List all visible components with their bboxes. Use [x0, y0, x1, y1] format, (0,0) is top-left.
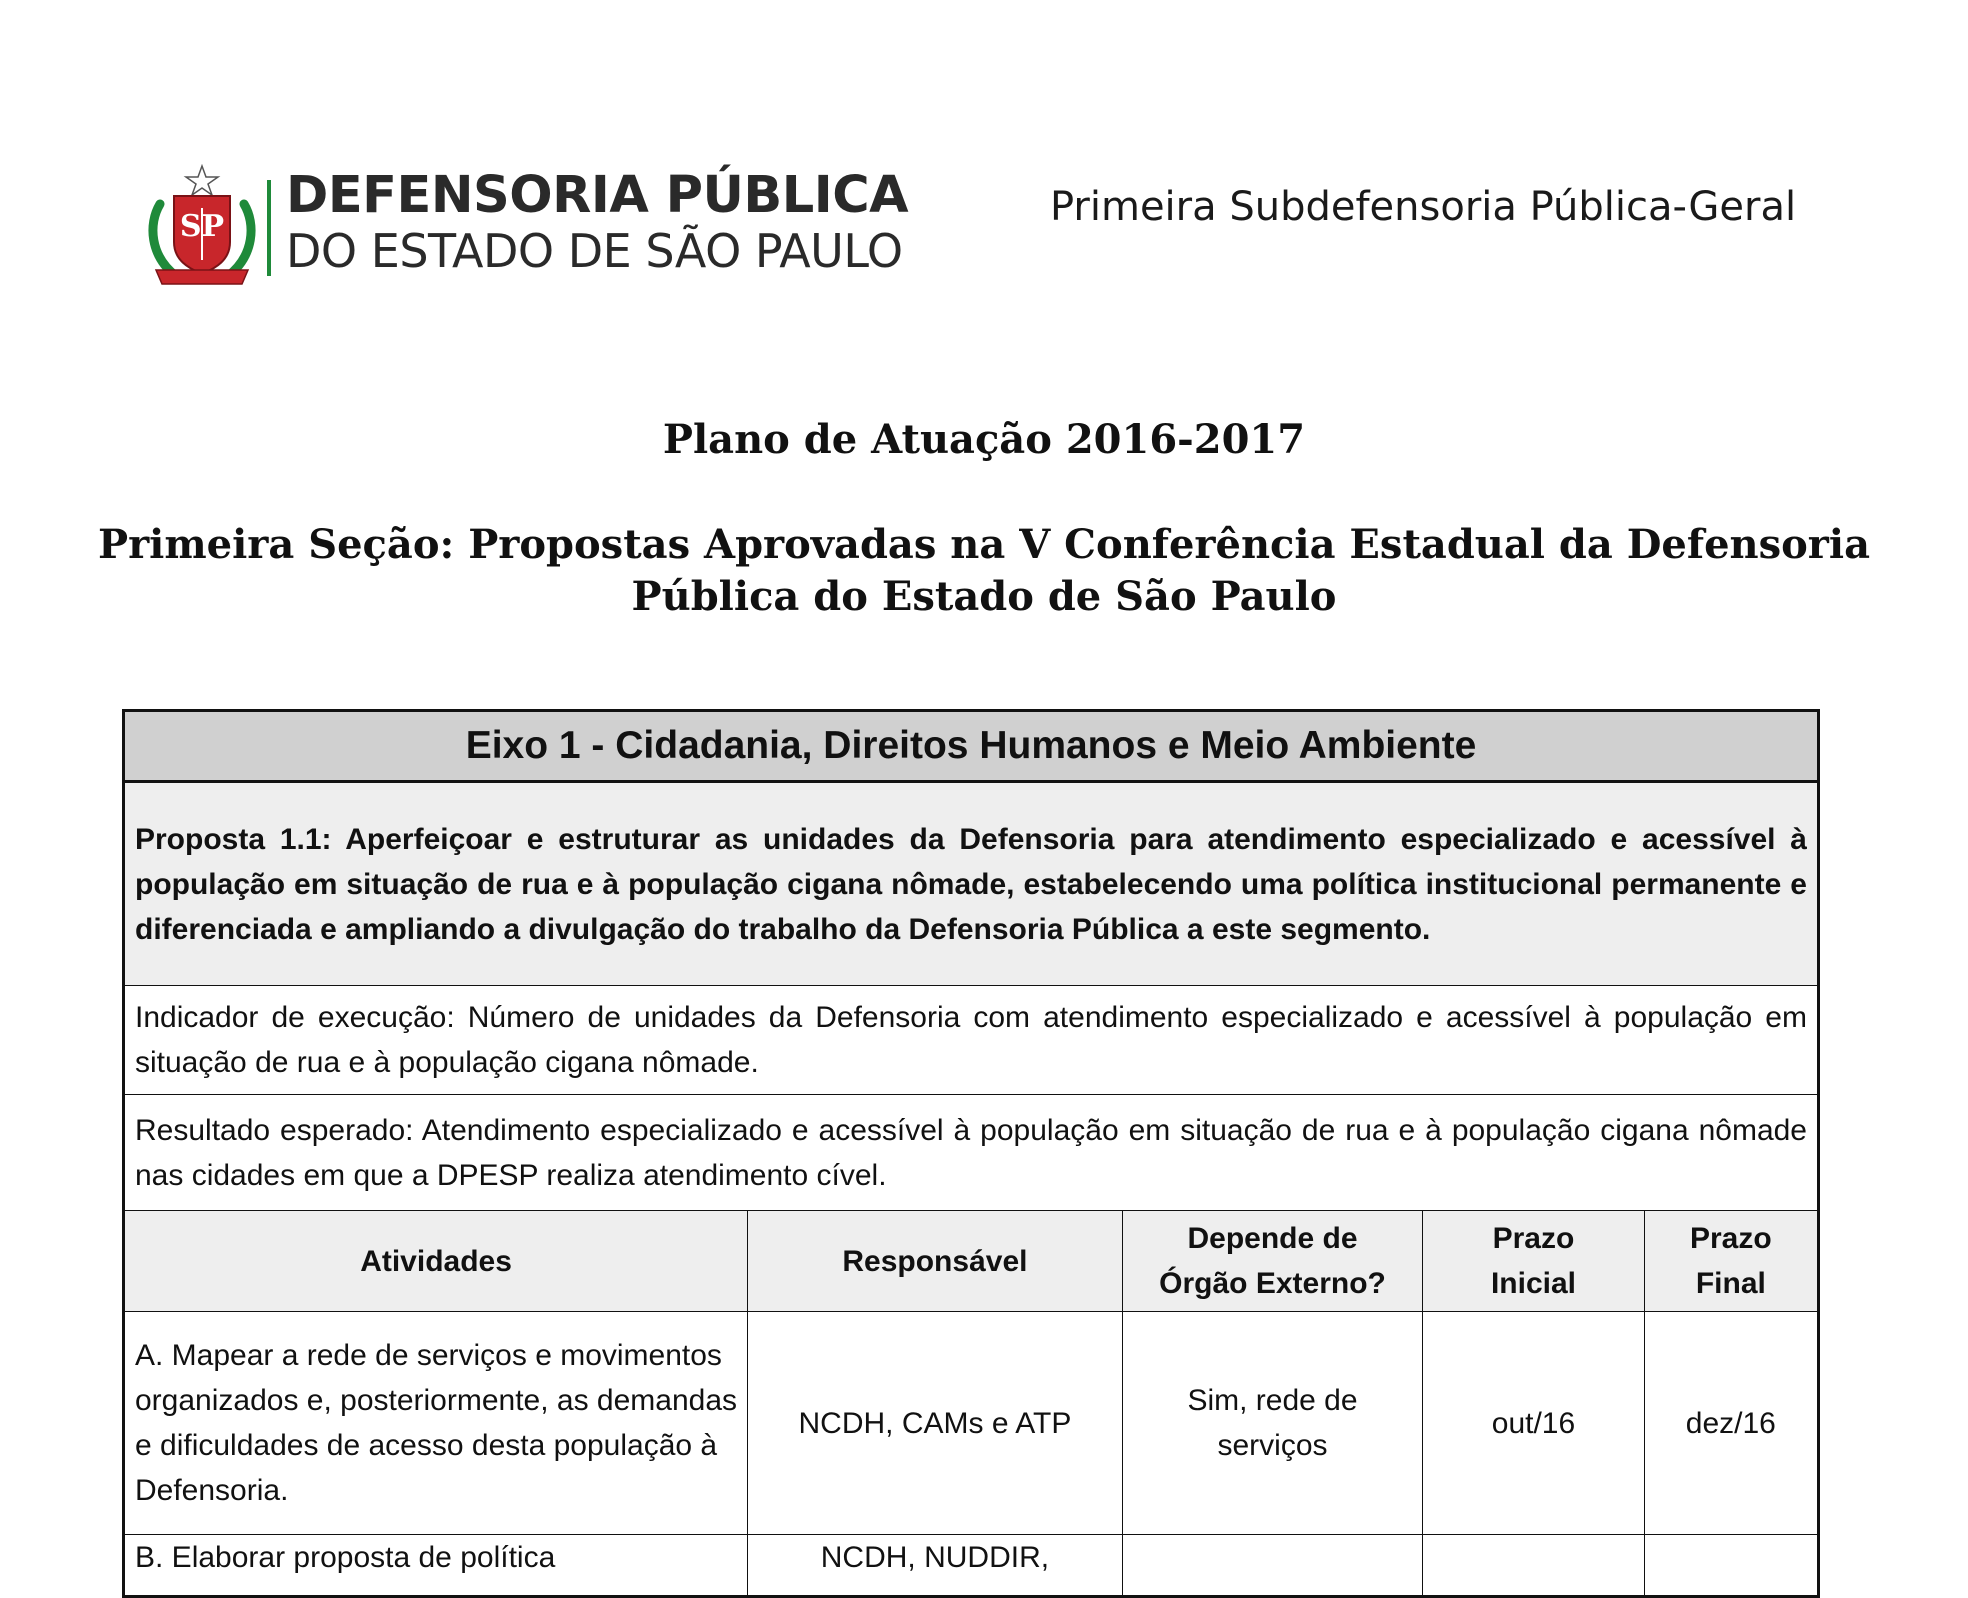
- col-prazo-inicial-line2: Inicial: [1490, 1267, 1576, 1300]
- col-prazo-final: [1644, 1211, 1818, 1312]
- cell-atividade: B. Elaborar proposta de política: [124, 1535, 748, 1597]
- cell-responsavel: NCDH, NUDDIR,: [748, 1535, 1123, 1597]
- indicador-row: [124, 986, 1819, 1095]
- resultado-text: Resultado esperado: Atendimento especializado e acessível à população em situação de rua e à população cigana nômade nas cidades em que a DPESP realiza atendimento cível.: [124, 1095, 1819, 1211]
- cell-responsavel: NCDH, CAMs e ATP: [748, 1312, 1123, 1535]
- subdefensoria-label: Primeira Subdefensoria Pública-Geral: [1050, 184, 1797, 230]
- column-header-row: [124, 1211, 1819, 1312]
- cell-prazo-inicial: [1423, 1535, 1644, 1597]
- plan-table: [122, 709, 1820, 1598]
- col-atividades: Atividades: [124, 1211, 748, 1312]
- col-prazo-final-line1: Prazo: [1689, 1222, 1772, 1255]
- org-name-line2: DO ESTADO DE SÃO PAULO: [286, 224, 903, 278]
- cell-depende: Sim, rede de serviços: [1122, 1312, 1423, 1535]
- col-depende-line2: Órgão Externo?: [1159, 1267, 1386, 1300]
- eixo-header: Eixo 1 - Cidadania, Direitos Humanos e Meio Ambiente: [124, 711, 1819, 782]
- cell-prazo-inicial: out/16: [1423, 1312, 1644, 1535]
- eixo-row: [124, 711, 1819, 782]
- cell-prazo-final: [1644, 1535, 1818, 1597]
- org-name-line1: DEFENSORIA PÚBLICA: [286, 166, 909, 225]
- section-title-line2: Pública do Estado de São Paulo: [631, 573, 1337, 620]
- sao-paulo-coat-of-arms-icon: [146, 164, 258, 292]
- cell-atividade: A. Mapear a rede de serviços e movimentos organizados e, posteriormente, as demandas e dificuldades de acesso desta população à Defensoria.: [124, 1312, 748, 1535]
- section-title: [0, 519, 1968, 623]
- col-depende: [1122, 1211, 1423, 1312]
- table-row: [124, 1535, 1819, 1597]
- col-responsavel: Responsável: [748, 1211, 1123, 1312]
- indicador-text: Indicador de execução: Número de unidades da Defensoria com atendimento especializado e acessível à população em situação de rua e à população cigana nômade.: [124, 986, 1819, 1095]
- col-prazo-final-line2: Final: [1695, 1267, 1766, 1300]
- section-title-line1: Primeira Seção: Propostas Aprovadas na V Conferência Estadual da Defensoria: [97, 521, 1870, 568]
- table-row: [124, 1312, 1819, 1535]
- col-prazo-inicial: [1423, 1211, 1644, 1312]
- col-depende-line1: Depende de: [1187, 1222, 1358, 1255]
- logo-divider: [267, 180, 271, 276]
- cell-prazo-final: dez/16: [1644, 1312, 1818, 1535]
- plan-title: Plano de Atuação 2016-2017: [662, 416, 1306, 463]
- resultado-row: [124, 1095, 1819, 1211]
- proposta-text: Proposta 1.1: Aperfeiçoar e estruturar as unidades da Defensoria para atendimento especializado e acessível à população em situação de rua e à população cigana nômade, estabelecendo uma política institucional permanente e diferenciada e ampliando a divulgação do trabalho da Defensoria Pública a este segmento.: [124, 782, 1819, 986]
- svg-text:SP: SP: [179, 209, 225, 244]
- org-logo: [146, 164, 909, 294]
- col-prazo-inicial-line1: Prazo: [1492, 1222, 1575, 1255]
- proposta-row: [124, 782, 1819, 986]
- cell-depende: [1122, 1535, 1423, 1597]
